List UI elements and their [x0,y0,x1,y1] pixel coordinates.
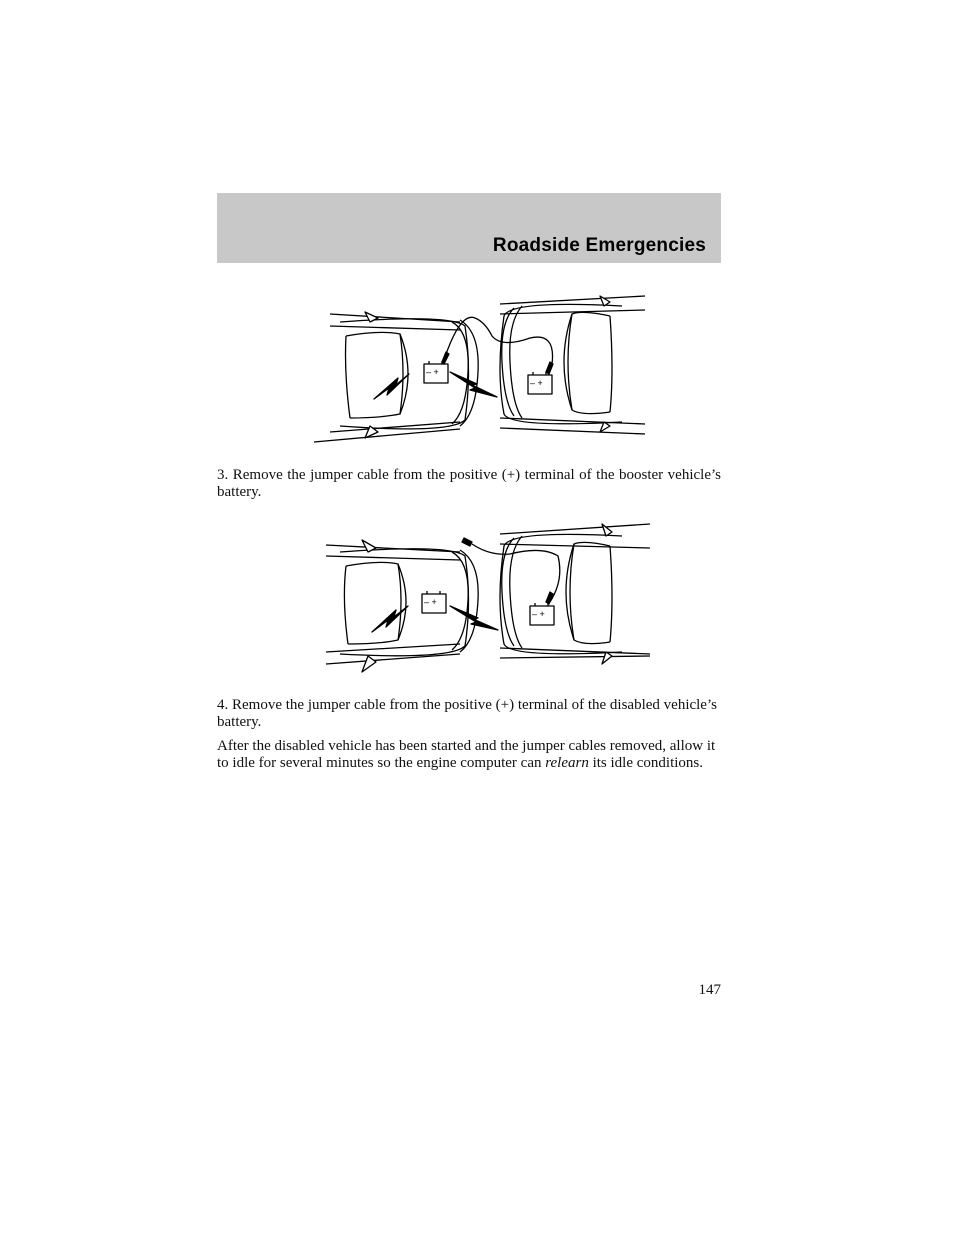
left-car-icon [314,312,478,442]
note-text-after: its idle conditions. [588,754,704,771]
page-number: 147 [698,982,721,998]
note-emphasis: relearn [545,754,589,771]
svg-text:– +: – + [530,378,543,388]
jump-start-illustration-1 [310,292,650,452]
right-car-icon [500,296,645,434]
left-car-icon [326,540,478,672]
right-battery-icon [530,603,554,625]
jump-start-illustration-2 [310,520,660,682]
svg-text:– +: – + [532,609,545,619]
section-header-band [217,193,721,263]
jumper-cable [472,544,560,602]
svg-text:– +: – + [424,597,437,607]
idle-relearn-note [217,738,721,771]
lightning-bolt-icon [450,372,497,397]
step-4-text: 4. Remove the jumper cable from the positive (+) terminal of the disabled vehicle’s battery. [217,697,717,730]
section-title: Roadside Emergencies [492,235,706,256]
svg-text:– +: – + [426,367,439,377]
right-car-icon [500,524,650,664]
jumper-cable [444,317,553,364]
right-battery-icon [528,372,552,394]
note-text-before: After the disabled vehicle has been started and the jumper cables removed, allow it to idle for several minutes so the engine computer can [217,738,716,771]
step-3-text: 3. Remove the jumper cable from the positive (+) terminal of the booster vehicle’s battery. [217,467,721,500]
lightning-bolt-icon [374,374,409,399]
left-battery-icon [422,591,446,613]
